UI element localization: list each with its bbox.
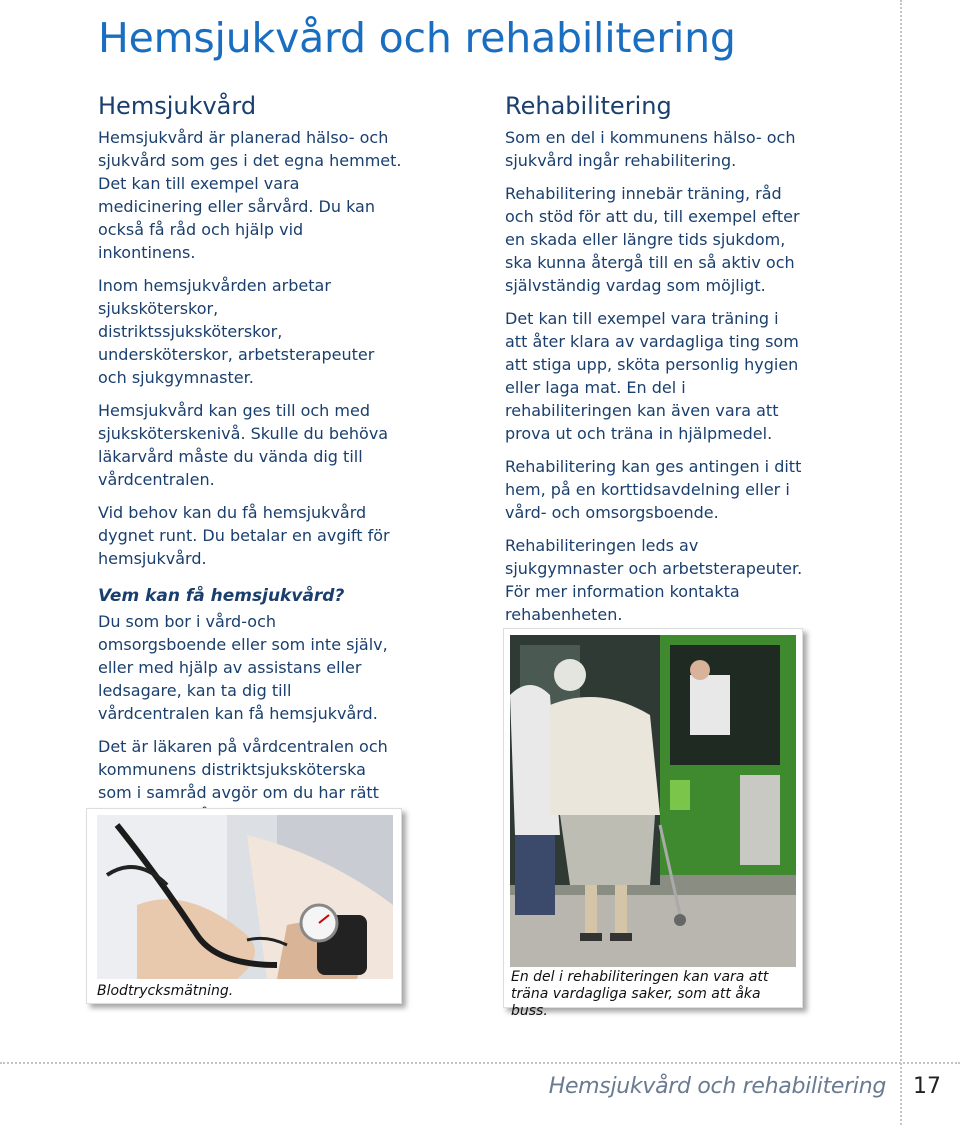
- page-number: 17: [913, 1074, 941, 1099]
- bus-boarding-illustration: [510, 635, 796, 967]
- section-heading-hemsjukvard: Hemsjukvård: [98, 92, 257, 120]
- blood-pressure-illustration: [97, 815, 393, 979]
- blood-pressure-photo: [97, 815, 393, 979]
- blood-pressure-caption: Blodtrycksmätning.: [97, 983, 234, 999]
- subheading-vem-kan-fa: Vem kan få hemsjukvård?: [98, 586, 345, 606]
- footer-title: Hemsjukvård och rehabilitering: [548, 1074, 886, 1099]
- paragraph: Du som bor i vård-och omsorgsboende eller som inte själv, eller med hjälp av assistans eller ledsagare, kan ta dig till vårdcentralen kan få hemsjukvård.: [98, 612, 388, 723]
- bus-caption: En del i rehabiliteringen kan vara att träna vardagliga saker, som att åka buss.: [511, 969, 769, 1019]
- horizontal-dotted-divider: [0, 1062, 960, 1064]
- vertical-dotted-divider: [900, 0, 902, 1125]
- paragraph: Inom hemsjukvården arbetar sjuksköterskor, distriktssjuksköterskor, undersköterskor, arbetsterapeuter och sjukgymnaster.: [98, 276, 375, 387]
- paragraph: Rehabiliteringen leds av sjukgymnaster och arbetsterapeuter. För mer information kontakta rehabenheten.: [505, 536, 803, 624]
- paragraph: Hemsjukvård är planerad hälso- och sjukvård som ges i det egna hemmet. Det kan till exempel vara medicinering eller sårvård. Du kan också få råd och hjälp vid inkontinens.: [98, 128, 402, 262]
- blood-pressure-photo-card: [86, 808, 402, 1004]
- left-column: [98, 92, 403, 837]
- section-heading-rehabilitering: Rehabilitering: [505, 92, 672, 120]
- bus-photo: [510, 635, 796, 967]
- page-title: Hemsjukvård och rehabilitering: [98, 14, 736, 62]
- paragraph: Det är läkaren på vårdcentralen och kommunens distriktsjuksköterska som i samråd avgör om du har rätt: [98, 737, 388, 802]
- paragraph: Vid behov kan du få hemsjukvård dygnet runt. Du betalar en avgift för hemsjukvård.: [98, 503, 390, 568]
- bus-photo-card: [503, 628, 803, 1019]
- paragraph: Rehabilitering kan ges antingen i ditt hem, på en korttidsavdelning eller i vård- och omsorgsboende.: [505, 457, 802, 522]
- paragraph: Hemsjukvård kan ges till och med sjuksköterskenivå. Skulle du behöva läkarvård måste du vända dig till vårdcentralen.: [98, 401, 389, 489]
- paragraph: Rehabilitering innebär träning, råd och stöd för att du, till exempel efter en skada eller längre tids sjukdom, ska kunna återgå till en så aktiv och självständig vardag som möjligt.: [505, 184, 800, 295]
- paragraph: Som en del i kommunens hälso- och sjukvård ingår rehabilitering.: [505, 128, 796, 170]
- paragraph: Det kan till exempel vara träning i att åter klara av vardagliga ting som att stiga upp, sköta personlig hygien eller laga mat. En del i rehabiliteringen kan även vara att prova ut och träna in hjälpmedel.: [505, 309, 799, 443]
- right-column: [505, 92, 805, 636]
